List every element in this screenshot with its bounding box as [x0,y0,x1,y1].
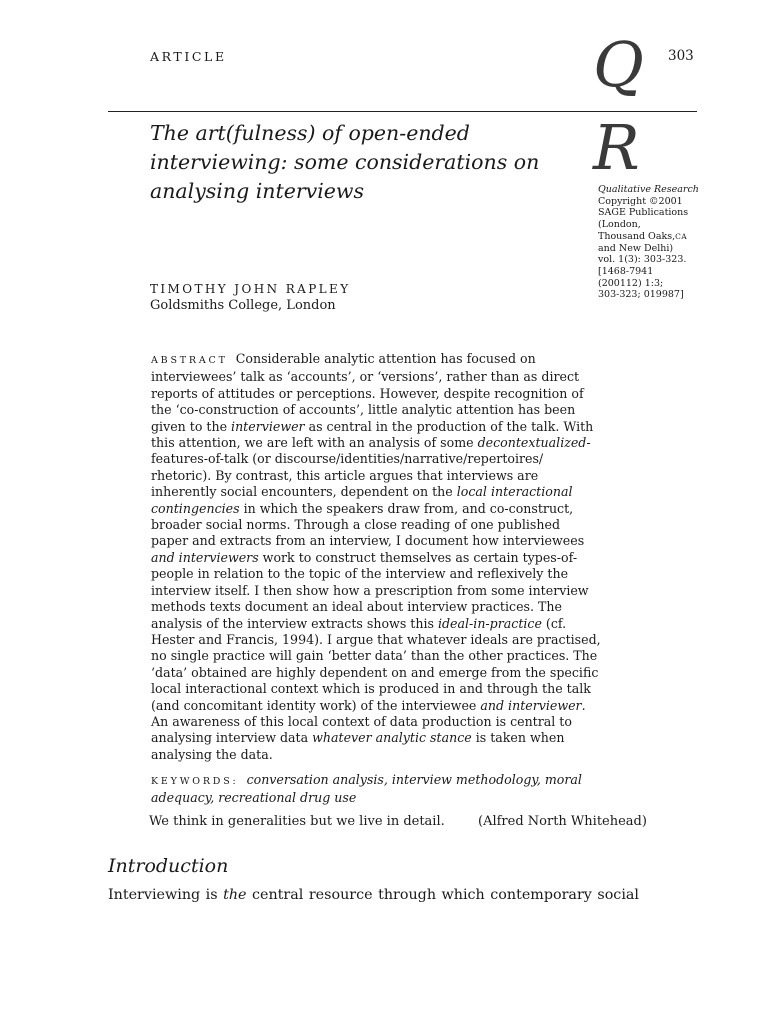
abstract-italic: whatever analytic stance [312,730,472,746]
abstract-text: as central in the production of the talk. With [304,418,594,434]
abstract-text: given to the [151,418,232,434]
abstract-line: ‘data’ obtained are highly dependent on and emerge from the specific [151,664,599,680]
publisher: SAGE Publications [598,207,689,219]
abstract-line [151,501,591,517]
header-rule [108,111,697,112]
abstract-italic: and interviewers [151,549,259,565]
abstract-line [151,418,594,435]
abstract-line [151,616,591,632]
title-line: The art(fulness) of open-ended [150,121,470,145]
abstract-text: . [581,697,586,713]
body-text: Interviewing is [108,887,224,903]
location-state: CA [675,231,688,241]
abstract-line [151,698,591,714]
keywords-label: KEYWORDS: [151,776,239,787]
journal-name: Qualitative Research [598,184,699,195]
abstract-label: ABSTRACT [151,355,228,366]
abstract-line: the ‘co-construction of accounts’, little analytic attention has been [151,402,576,418]
epigraph-source: (Alfred North Whitehead) [478,814,647,829]
reference-code: [1468-7941 [598,265,654,277]
author-name: TIMOTHY JOHN RAPLEY [150,282,351,296]
keywords-text: conversation analysis, interview methodology, moral [246,772,582,787]
abstract-text: this attention, we are left with an analysis of some [151,435,478,451]
location-city: Thousand Oaks, [598,230,676,242]
abstract-line: interviewees’ talk as ‘accounts’, or ‘versions’, rather than as direct [151,369,580,385]
article-label: ARTICLE [150,49,227,64]
abstract-line: paper and extracts from an interview, I document how interviewees [151,533,585,549]
publisher-location: and New Delhi) [598,242,674,254]
abstract-line [151,484,591,500]
publisher-location: (London, [598,219,641,231]
author-affiliation: Goldsmiths College, London [150,298,336,313]
abstract-line: An awareness of this local context of data production is central to [151,713,572,729]
keywords [151,772,591,807]
abstract-italic: interviewer [231,418,305,434]
abstract-line: no single practice will gain ‘better data’ than the other practices. The [151,648,598,664]
epigraph-quote: We think in generalities but we live in detail. [149,814,445,829]
abstract-line: features-of-talk (or discourse/identities/narrative/repertoires/ [151,451,544,467]
journal-logo-r: R [593,111,640,184]
abstract-italic: and interviewer [480,697,582,713]
abstract-line: broader social norms. Through a close reading of one published [151,517,561,533]
abstract-italic: contingencies [151,500,240,516]
publication-info [598,184,708,301]
abstract-text: is taken when [471,730,565,746]
abstract-text: in which the speakers draw from, and co-construct, [239,500,574,516]
abstract-text: (and concomitant identity work) of the interviewee [151,697,481,713]
abstract-text: analysis of the interview extracts shows this [151,615,438,631]
abstract-text: work to construct themselves as certain types-of- [258,549,578,565]
section-heading: Introduction [108,855,229,877]
abstract-text: inherently social encounters, dependent on the [151,484,457,500]
abstract-line: Hester and Francis, 1994). I argue that whatever ideals are practised, [151,631,601,647]
abstract-line: interview itself. I then show how a prescription from some interview [151,582,589,598]
abstract-text: (cf. [541,615,567,631]
title-line: interviewing: some considerations on [150,150,540,174]
reference-code: (200112) 1:3; [598,277,664,289]
abstract-text: Considerable analytic attention has focused on [235,351,536,366]
abstract-line [151,730,591,746]
abstract-line [151,435,591,451]
abstract-line [151,550,591,566]
abstract-line: analysing the data. [151,746,273,762]
abstract-line: people in relation to the topic of the interview and reflexively the [151,566,569,582]
abstract-text: analysing interview data [151,730,313,746]
title-line: analysing interviews [150,179,364,203]
body-text: central resource through which contemporary social [246,887,639,903]
abstract-line: methods texts document an ideal about interview practices. The [151,599,562,615]
keywords-line: adequacy, recreational drug use [151,790,357,806]
abstract-italic: decontextualized- [477,435,591,451]
abstract-line: local interactional context which is produced in and through the talk [151,681,591,697]
abstract-italic: local interactional [456,484,573,500]
body-paragraph [108,887,639,903]
journal-logo-q: Q [593,28,644,101]
volume-info: vol. 1(3): 303-323. [598,254,687,266]
article-title [150,119,570,206]
copyright: Copyright ©2001 [598,195,683,207]
abstract-line [151,351,591,369]
keywords-line [151,772,591,790]
body-italic: the [223,887,247,903]
reference-code: 303-323; 019987] [598,289,684,301]
publisher-location [598,231,708,243]
abstract [151,351,601,763]
abstract-line: reports of attitudes or perceptions. However, despite recognition of [151,385,584,401]
abstract-italic: ideal-in-practice [437,615,542,631]
page-number: 303 [668,48,694,64]
abstract-line: rhetoric). By contrast, this article argues that interviews are [151,467,539,483]
